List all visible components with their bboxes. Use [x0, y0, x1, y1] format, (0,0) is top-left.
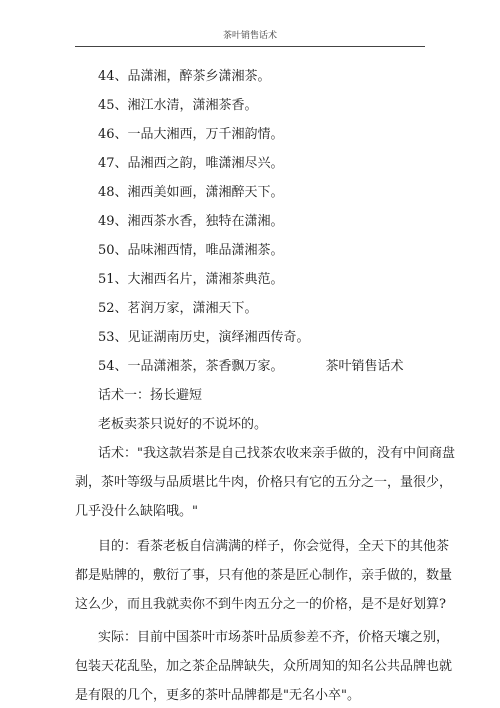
reality-line-1: 实际：目前中国茶叶市场茶叶品质参差不齐，价格天壤之别，: [98, 630, 450, 645]
subheading: 话术一：扬长避短: [98, 388, 203, 403]
slogan-47: 47、品湘西之韵，唯潇湘尽兴。: [98, 156, 284, 171]
script-line-2: 剥，茶叶等级与品质堪比牛肉，价格只有它的五分之一，量很少，: [75, 475, 453, 490]
slogan-50: 50、品味湘西情，唯品潇湘茶。: [98, 243, 284, 258]
purpose-line-2: 都是贴牌的，敷衍了事，只有他的茶是匠心制作，亲手做的，数量: [75, 568, 453, 583]
purpose-line-3: 这么少，而且我就卖你不到牛肉五分之一的价格，是不是好划算?: [75, 597, 446, 612]
slogan-53: 53、见证湖南历史，演绎湘西传奇。: [98, 330, 310, 345]
reality-line-3: 是有限的几个，更多的茶叶品牌都是"无名小卒"。: [75, 688, 360, 703]
reality-line-2: 包装天花乱坠，加之茶企品牌缺失，众所周知的知名公共品牌也就: [75, 659, 453, 674]
purpose-line-1: 目的：看茶老板自信满满的样子，你会觉得，全天下的其他茶: [98, 539, 450, 554]
slogan-46: 46、一品大湘西，万千湘韵情。: [98, 127, 284, 142]
slogan-52: 52、茗润万家，潇湘天下。: [98, 301, 258, 316]
script-line-1: 话术："我这款岩茶是自己找茶农收来亲手做的，没有中间商盘: [98, 446, 455, 461]
slogan-45: 45、湘江水清，潇湘茶香。: [98, 98, 258, 113]
header-title: 茶叶销售话术: [222, 31, 277, 41]
slogan-54-text: 54、一品潇湘茶，茶香飘万家。: [98, 359, 284, 374]
slogan-48: 48、湘西美如画，潇湘醉天下。: [98, 185, 284, 200]
slogan-51: 51、大湘西名片，潇湘茶典范。: [98, 272, 284, 287]
slogan-49: 49、湘西茶水香，独特在潇湘。: [98, 214, 284, 229]
script-line-3: 几乎没什么缺陷哦。": [75, 504, 198, 519]
section-title: 茶叶销售话术: [325, 359, 404, 374]
slogan-54: [98, 359, 404, 375]
page-header: [75, 0, 425, 47]
intro-text: 老板卖茶只说好的不说坏的。: [98, 417, 268, 432]
slogan-44: 44、品潇湘，醉茶乡潇湘茶。: [98, 69, 271, 84]
